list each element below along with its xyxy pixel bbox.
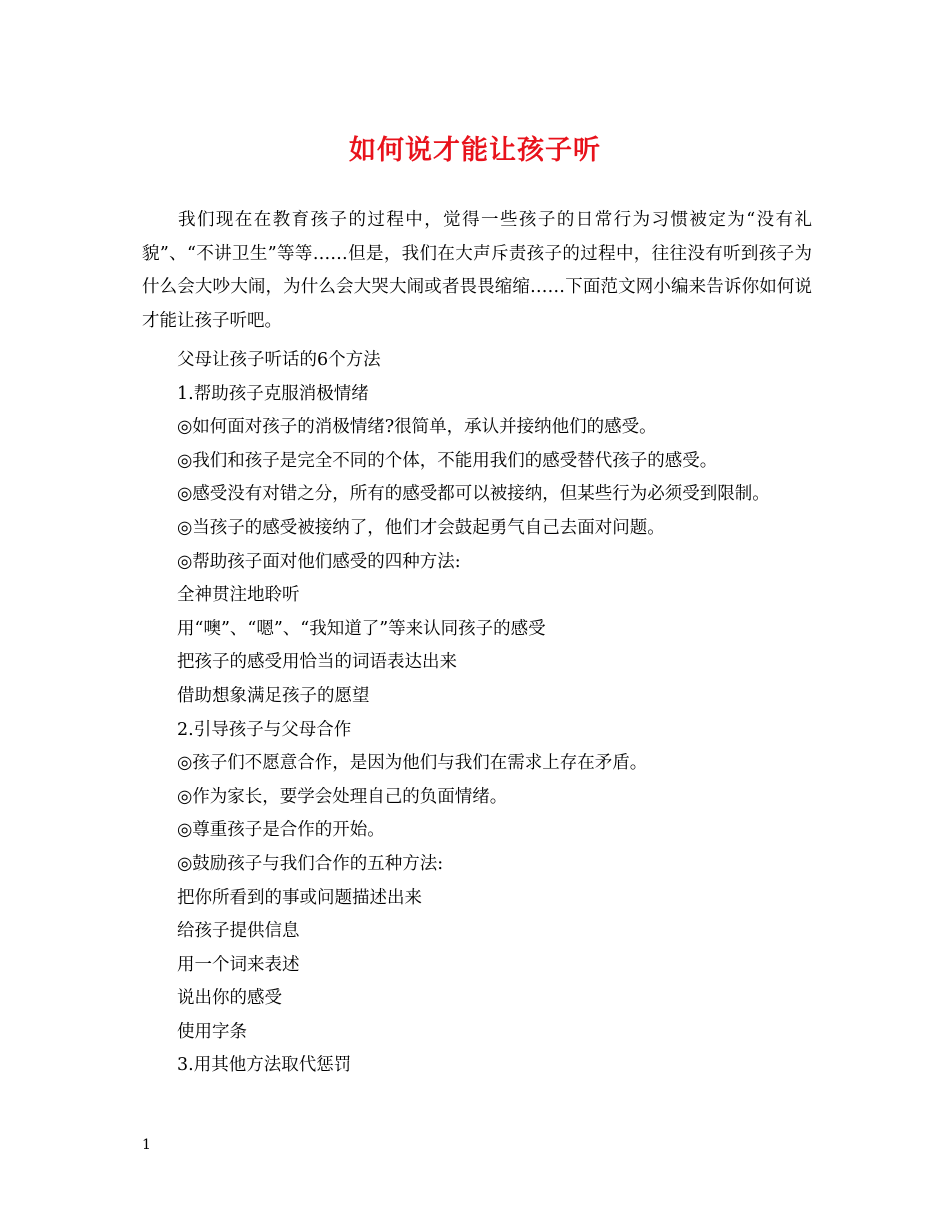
body-line: 把孩子的感受用恰当的词语表达出来 <box>177 652 457 673</box>
body-line: 全神贯注地聆听 <box>177 585 300 606</box>
body-line: 父母让孩子听话的6个方法 <box>177 350 381 370</box>
body-line: ◎作为家长，要学会处理自己的负面情绪。 <box>177 786 508 807</box>
body-line: ◎当孩子的感受被接纳了，他们才会鼓起勇气自己去面对问题。 <box>177 517 665 538</box>
page-number: 1 <box>142 1137 151 1153</box>
body-line: 借助想象满足孩子的愿望 <box>177 685 370 706</box>
body-line: ◎如何面对孩子的消极情绪?很简单，承认并接纳他们的感受。 <box>177 417 657 438</box>
body-line: ◎孩子们不愿意合作，是因为他们与我们在需求上存在矛盾。 <box>177 753 648 774</box>
body-line: 2.引导孩子与父母合作 <box>177 719 352 740</box>
body-line: 用一个词来表述 <box>177 954 300 975</box>
body-line: 把你所看到的事或问题描述出来 <box>177 887 422 908</box>
body-line: ◎我们和孩子是完全不同的个体，不能用我们的感受替代孩子的感受。 <box>177 450 718 471</box>
body-line: ◎感受没有对错之分，所有的感受都可以被接纳，但某些行为必须受到限制。 <box>177 484 770 505</box>
intro-paragraph: 我们现在在教育孩子的过程中，觉得一些孩子的日常行为习惯被定为“没有礼貌”、“不讲卫生”等等……但是，我们在大声斥责孩子的过程中，往往没有听到孩子为什么会大吵大闹，为什么会大哭大闹或者畏畏缩缩……下面范文网小编来告诉你如何说才能让孩子听吧。 <box>142 210 812 331</box>
body-line: 用“噢”、“嗯”、“我知道了”等来认同孩子的感受 <box>177 618 546 639</box>
body-line: ◎鼓励孩子与我们合作的五种方法: <box>177 853 444 874</box>
page-title: 如何说才能让孩子听 <box>349 135 601 166</box>
body-line: 说出你的感受 <box>177 988 282 1009</box>
body-line: ◎尊重孩子是合作的开始。 <box>177 820 385 841</box>
body-line: 1.帮助孩子克服消极情绪 <box>177 383 369 404</box>
body-line: 3.用其他方法取代惩罚 <box>177 1055 352 1076</box>
body-line: ◎帮助孩子面对他们感受的四种方法: <box>177 551 461 572</box>
body-line: 给孩子提供信息 <box>177 921 300 942</box>
body-line: 使用字条 <box>177 1021 247 1042</box>
body-lines <box>177 344 817 1083</box>
